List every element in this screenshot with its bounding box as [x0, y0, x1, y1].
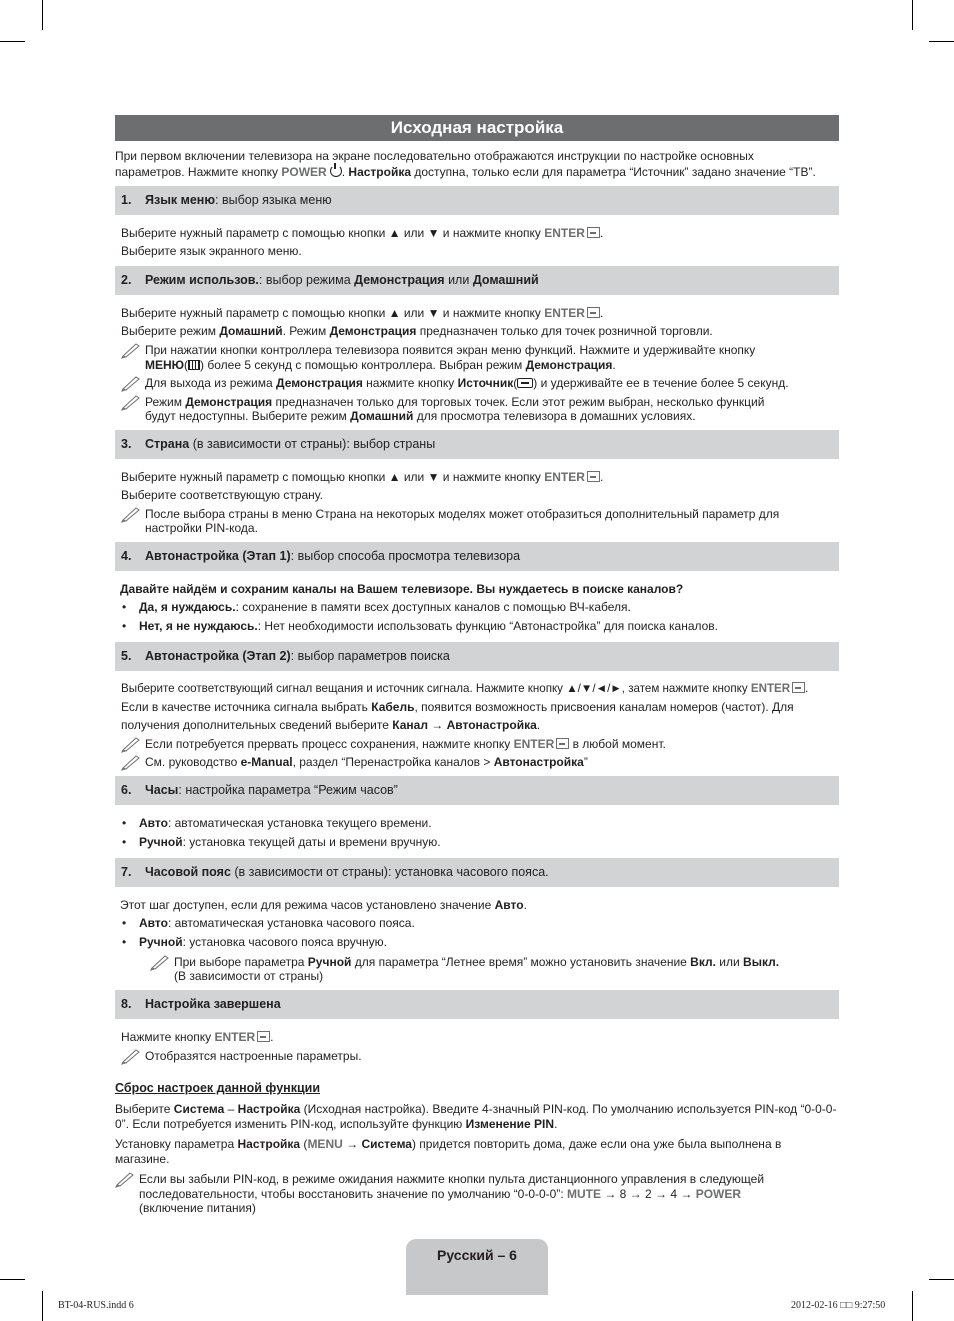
- body-line: Если в качестве источника сигнала выбрать Кабель, появится возможность присвоения каналам номеров (частот). Для: [121, 699, 794, 714]
- list-item: • Авто: автоматическая установка часового пояса.: [120, 914, 839, 933]
- note: Отобразятся настроенные параметры.: [121, 1049, 839, 1064]
- note: При выборе параметра Ручной для параметра “Летнее время” можно установить значение Вкл. или Выкл. (В зависимости от страны): [150, 955, 839, 984]
- power-key: POWER: [281, 164, 327, 179]
- source-icon: [517, 378, 533, 388]
- intro-line: При первом включении телевизора на экране последовательно отображаются инструкции по настройке основных: [115, 149, 754, 163]
- page-title: Исходная настройка: [115, 115, 839, 141]
- crop-mark: [912, 1291, 913, 1321]
- crop-mark: [929, 41, 954, 42]
- section-body-3: [115, 459, 839, 536]
- note: Если вы забыли PIN-код, в режиме ожидания нажмите кнопки пульта дистанционного управления в следующей последовательности, чтобы восстановить значение по умолчанию “0-0-0-0”: MUTE → 8 → 2 → 4 → POWER (включение питания): [115, 1172, 839, 1216]
- page-content: [115, 115, 839, 1220]
- file-slug: BT-04-RUS.indd 6: [58, 1300, 134, 1311]
- body-line: Выберите язык экранного меню.: [121, 244, 302, 258]
- section-body-4: [115, 571, 839, 636]
- section-body-8: [115, 1019, 839, 1064]
- note: См. руководство e-Manual, раздел “Перенастройка каналов > Автонастройка”: [121, 755, 839, 770]
- question-line: Давайте найдём и сохраним каналы на Вашем телевизоре. Вы нуждаетесь в поиске каналов?: [120, 581, 684, 596]
- note: После выбора страны в меню Страна на некоторых моделях может отобразиться дополнительный параметр для настройки PIN-кода.: [121, 507, 839, 536]
- section-header-2: 2. Режим использов.: выбор режима Демонстрация или Домашний: [115, 266, 839, 295]
- page-number-tab: Русский – 6: [406, 1239, 548, 1295]
- note-pencil-icon: [121, 393, 141, 411]
- enter-icon: [587, 307, 600, 318]
- list-item: • Ручной: установка часового пояса вручную.: [120, 933, 839, 952]
- crop-mark: [929, 1279, 954, 1280]
- enter-icon: [587, 227, 600, 238]
- note-pencil-icon: [121, 341, 141, 359]
- crop-mark: [42, 0, 43, 30]
- section-body-5: [115, 671, 839, 770]
- note: При нажатии кнопки контроллера телевизора появится экран меню функций. Нажмите и удерживайте кнопку МЕНЮ( ) более 5 секунд с помощью контроллера. Выбран режим Демонстрация.: [121, 343, 839, 372]
- section-header-3: 3. Страна (в зависимости от страны): выбор страны: [115, 430, 839, 459]
- note-pencil-icon: [121, 1047, 141, 1065]
- note-pencil-icon: [150, 953, 170, 971]
- section-body-1: [115, 215, 839, 260]
- body-line: Выберите нужный параметр с помощью кнопки ▲ или ▼ и нажмите кнопку ENTER .: [121, 226, 604, 240]
- body-line: Выберите нужный параметр с помощью кнопки ▲ или ▼ и нажмите кнопку ENTER .: [121, 469, 604, 484]
- section-body-2: [115, 295, 839, 424]
- body-line: Нажмите кнопку ENTER .: [121, 1029, 274, 1044]
- section-header-6: 6. Часы: настройка параметра “Режим часов”: [115, 776, 839, 805]
- intro-line: параметров. Нажмите кнопку POWER . Настройка доступна, только если для параметра “Источник” задано значение “ТВ”.: [115, 164, 816, 179]
- body-line: Выберите режим Домашний. Режим Демонстрация предназначен только для точек розничной торговли.: [121, 324, 713, 338]
- list-item: • Да, я нуждаюсь.: сохранение в памяти всех доступных каналов с помощью ВЧ-кабеля.: [120, 598, 839, 617]
- date-slug: 2012-02-16 □□ 9:27:50: [791, 1300, 886, 1311]
- body-line: Этот шаг доступен, если для режима часов установлено значение Авто.: [120, 897, 527, 912]
- section-header-8: 8. Настройка завершена: [115, 990, 839, 1019]
- crop-mark: [42, 1291, 43, 1321]
- crop-mark: [912, 0, 913, 30]
- section-body-7: [115, 887, 839, 984]
- note-pencil-icon: [121, 753, 141, 771]
- section-header-7: 7. Часовой пояс (в зависимости от страны): установка часового пояса.: [115, 858, 839, 887]
- body-line: получения дополнительных сведений выберите Канал → Автонастройка.: [121, 717, 541, 732]
- crop-mark: [0, 41, 25, 42]
- list-item: • Авто: автоматическая установка текущего времени.: [120, 814, 839, 833]
- reset-paragraph: Установку параметра Настройка (MENU → Система) придется повторить дома, даже если она уже была выполнена в магазине.: [115, 1137, 782, 1166]
- note-pencil-icon: [121, 505, 141, 523]
- power-icon: [330, 165, 342, 177]
- note: Если потребуется прервать процесс сохранения, нажмите кнопку ENTER в любой момент.: [121, 737, 839, 752]
- list-item: • Ручной: установка текущей даты и времени вручную.: [120, 833, 839, 852]
- note-pencil-icon: [121, 374, 141, 392]
- note-pencil-icon: [115, 1170, 135, 1188]
- enter-icon: [257, 1031, 270, 1042]
- list-item: • Нет, я не нуждаюсь.: Нет необходимости использовать функцию “Автонастройка” для поиска каналов.: [120, 617, 839, 636]
- intro-paragraph: [115, 149, 839, 180]
- section-header-1: 1. Язык меню: выбор языка меню: [115, 186, 839, 215]
- section-header-5: 5. Автонастройка (Этап 2): выбор параметров поиска: [115, 642, 839, 671]
- body-line: Выберите нужный параметр с помощью кнопки ▲ или ▼ и нажмите кнопку ENTER .: [121, 306, 604, 320]
- note: Для выхода из режима Демонстрация нажмите кнопку Источник( ) и удерживайте ее в течение более 5 секунд.: [121, 376, 839, 391]
- section-header-4: 4. Автонастройка (Этап 1): выбор способа просмотра телевизора: [115, 542, 839, 571]
- reset-paragraph: Выберите Система – Настройка (Исходная настройка). Введите 4-значный PIN-код. По умолчанию используется PIN-код “0-0-0- 0”. Если потребуется изменить PIN-код, используйте функцию Изменение PIN.: [115, 1102, 837, 1131]
- note: Режим Демонстрация предназначен только для торговых точек. Если этот режим выбран, несколько функций будут недоступны. Выберите режим Домашний для просмотра телевизора в домашних условиях.: [121, 395, 839, 424]
- crop-mark: [0, 1279, 25, 1280]
- reset-heading: Сброс настроек данной функции: [115, 1081, 321, 1095]
- note-pencil-icon: [121, 735, 141, 753]
- body-line: Выберите соответствующий сигнал вещания и источник сигнала. Нажмите кнопку ▲/▼/◄/►, затем нажмите кнопку ENTER .: [121, 681, 809, 695]
- enter-icon: [587, 471, 600, 482]
- enter-icon: [556, 738, 569, 749]
- enter-icon: [792, 682, 805, 693]
- menu-icon: [188, 360, 200, 370]
- body-line: Выберите соответствующую страну.: [121, 487, 323, 502]
- section-body-6: [115, 805, 839, 852]
